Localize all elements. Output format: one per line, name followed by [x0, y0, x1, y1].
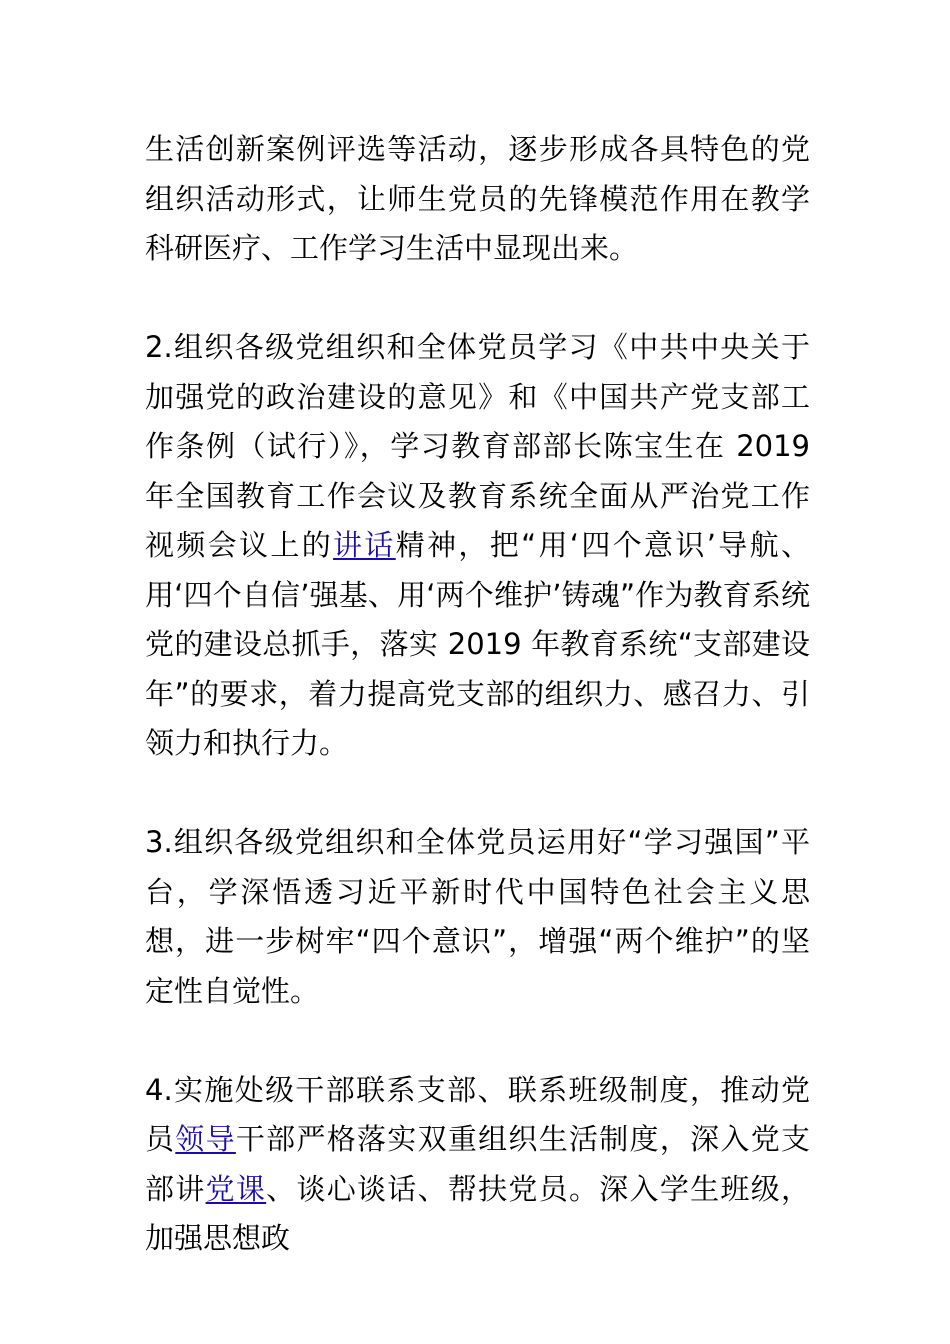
paragraph-text: 3.组织各级党组织和全体党员运用好“学习强国”平台，学深悟透习近平新时代中国特色社会主义思想，进一步树牢“四个意识”，增强“两个维护”的坚定性自觉性。 [145, 825, 810, 1008]
paragraph-text: 2.组织各级党组织和全体党员学习《中共中央关于加强党的政治建设的意见》和《中国共产党支部工作条例（试行）》，学习教育部部长陈宝生在 2019 年全国教育工作会议及教育系统全面从严治党工作视频会议上的 [145, 330, 810, 562]
paragraph-text: 、谈心谈话、帮扶党员。深入学生班级，加强思想政 [145, 1171, 810, 1255]
paragraph-1 [145, 125, 810, 274]
paragraph-text: 精神，把“用‘四个意识’导航、用‘四个自信’强基、用‘两个维护’铸魂”作为教育系统党的建设总抓手，落实 2019 年教育系统“支部建设年”的要求，着力提高党支部的组织力、感召力、引领力和执行力。 [145, 528, 810, 760]
link-speech[interactable]: 讲话 [333, 528, 396, 562]
paragraph-2 [145, 323, 810, 769]
paragraph-text: 4.实施处级干部联系支部、联系班级制度，推动党员 [145, 1072, 810, 1156]
paragraph-text: 干部严格落实双重组织生活制度，深入党支部讲 [145, 1122, 810, 1206]
link-leadership[interactable]: 领导 [175, 1122, 236, 1156]
document-body [145, 125, 810, 1264]
paragraph-4 [145, 1066, 810, 1264]
link-party-lecture[interactable]: 党课 [205, 1171, 267, 1206]
paragraph-text: 生活创新案例评选等活动，逐步形成各具特色的党组织活动形式，让师生党员的先锋模范作用在教学科研医疗、工作学习生活中显现出来。 [145, 132, 810, 265]
paragraph-3 [145, 818, 810, 1016]
